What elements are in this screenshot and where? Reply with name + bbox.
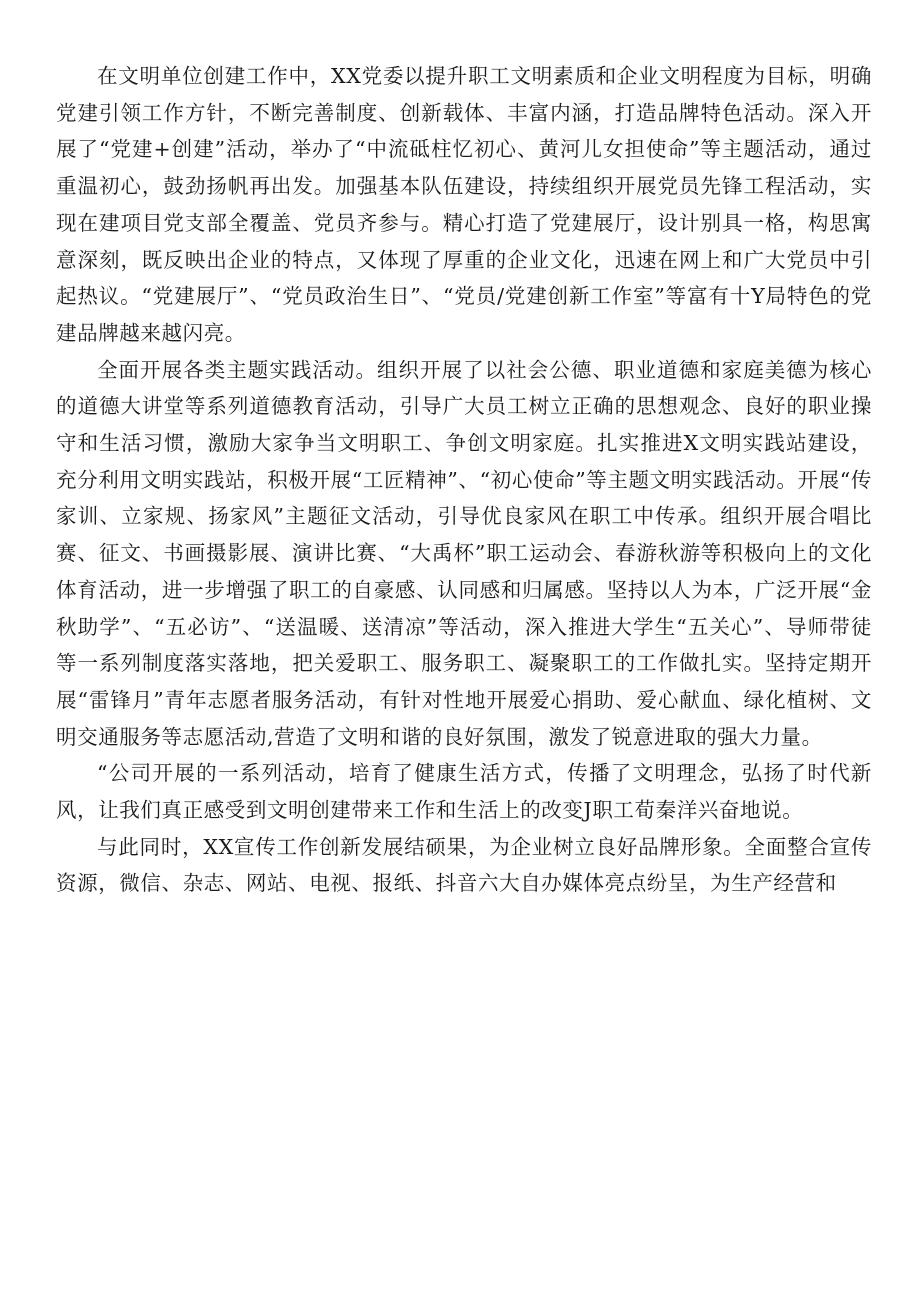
paragraph-practice-activities: 全面开展各类主题实践活动。组织开展了以社会公德、职业道德和家庭美德为核心的道德大讲堂等系列道德教育活动，引导广大员工树立正确的思想观念、良好的职业操守和生活习惯，激励大家争当文明职工、争创文明家庭。扎实推进X文明实践站建设，充分利用文明实践站，积极开展“工匠精神”、“初心使命”等主题文明实践活动。开展“传家训、立家规、扬家风”主题征文活动，引导优良家风在职工中传承。组织开展合唱比赛、征文、书画摄影展、演讲比赛、“大禹杯”职工运动会、春游秋游等积极向上的文化体育活动，进一步增强了职工的自豪感、认同感和归属感。坚持以人为本，广泛开展“金秋助学”、“五必访”、“送温暖、送清凉”等活动，深入推进大学生“五关心”、导师带徒等一系列制度落实落地，把关爱职工、服务职工、凝聚职工的工作做扎实。坚持定期开展“雷锋月”青年志愿者服务活动，有针对性地开展爱心捐助、爱心献血、绿化植树、文明交通服务等志愿活动,营造了文明和谐的良好氛围，激发了锐意进取的强大力量。	[56, 357, 872, 749]
document-body	[56, 58, 872, 902]
paragraph-employee-quote: “公司开展的一系列活动，培育了健康生活方式，传播了文明理念，弘扬了时代新风，让我们真正感受到文明创建带来工作和生活上的改变J职工荀秦洋兴奋地说。	[56, 761, 872, 823]
paragraph-party-building: 在文明单位创建工作中，XX党委以提升职工文明素质和企业文明程度为目标，明确党建引领工作方针，不断完善制度、创新载体、丰富内涵，打造品牌特色活动。深入开展了“党建+创建”活动，举办了“中流砥柱忆初心、黄河儿女担使命”等主题活动，通过重温初心，鼓劲扬帆再出发。加强基本队伍建设，持续组织开展党员先锋工程活动，实现在建项目党支部全覆盖、党员齐参与。精心打造了党建展厅，设计别具一格，构思寓意深刻，既反映出企业的特点，又体现了厚重的企业文化，迅速在网上和广大党员中引起热议。“党建展厅”、“党员政治生日”、“党员/党建创新工作室”等富有十Y局特色的党建品牌越来越闪亮。	[56, 64, 872, 345]
paragraph-publicity-work: 与此同时，XX宣传工作创新发展结硕果，为企业树立良好品牌形象。全面整合宣传资源，微信、杂志、网站、电视、报纸、抖音六大自办媒体亮点纷呈，为生产经营和	[56, 834, 872, 896]
